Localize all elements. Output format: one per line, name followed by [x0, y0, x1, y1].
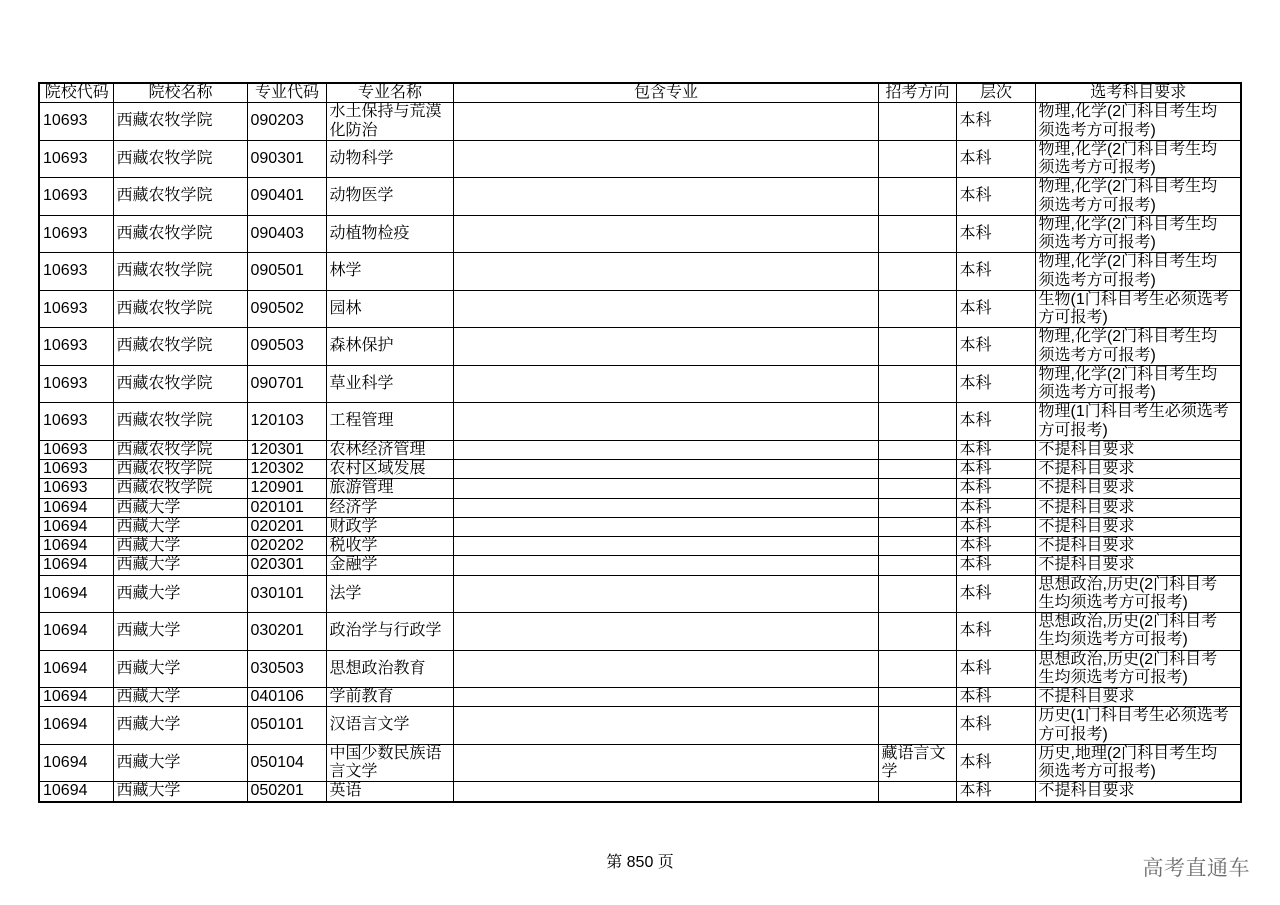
- cell-school-name: 西藏农牧学院: [113, 253, 247, 291]
- cell-major-name: 汉语言文学: [326, 707, 453, 745]
- cell-school-code: 10693: [39, 103, 113, 141]
- cell-major-code: 090701: [247, 365, 326, 403]
- cell-direction: [878, 498, 956, 517]
- cell-direction: [878, 782, 956, 802]
- watermark: 高考直通车: [1142, 857, 1250, 880]
- table-row: [39, 215, 1241, 253]
- table-row: [39, 517, 1241, 536]
- cell-included-majors: [453, 440, 878, 459]
- cell-major-code: 050101: [247, 707, 326, 745]
- cell-school-name: 西藏大学: [113, 782, 247, 802]
- cell-included-majors: [453, 537, 878, 556]
- cell-major-code: 120301: [247, 440, 326, 459]
- cell-direction: [878, 537, 956, 556]
- table-body: [39, 103, 1241, 802]
- cell-subject-requirement: 不提科目要求: [1035, 556, 1241, 575]
- cell-level: 本科: [956, 556, 1035, 575]
- cell-school-code: 10693: [39, 253, 113, 291]
- cell-direction: [878, 403, 956, 441]
- cell-school-name: 西藏大学: [113, 707, 247, 745]
- cell-school-name: 西藏大学: [113, 688, 247, 707]
- header-level: 层次: [956, 83, 1035, 103]
- cell-included-majors: [453, 517, 878, 536]
- cell-school-name: 西藏大学: [113, 517, 247, 536]
- cell-major-name: 税收学: [326, 537, 453, 556]
- cell-direction: [878, 460, 956, 479]
- cell-school-code: 10694: [39, 537, 113, 556]
- cell-direction: [878, 440, 956, 459]
- cell-major-code: 050104: [247, 744, 326, 782]
- table-row: [39, 440, 1241, 459]
- table-row: [39, 537, 1241, 556]
- cell-included-majors: [453, 613, 878, 651]
- cell-school-code: 10693: [39, 479, 113, 498]
- cell-included-majors: [453, 403, 878, 441]
- table-row: [39, 140, 1241, 178]
- cell-school-code: 10693: [39, 215, 113, 253]
- cell-included-majors: [453, 140, 878, 178]
- cell-included-majors: [453, 650, 878, 688]
- cell-major-code: 020301: [247, 556, 326, 575]
- cell-included-majors: [453, 460, 878, 479]
- cell-direction: [878, 650, 956, 688]
- cell-level: 本科: [956, 460, 1035, 479]
- cell-level: 本科: [956, 498, 1035, 517]
- cell-subject-requirement: 不提科目要求: [1035, 537, 1241, 556]
- cell-major-name: 农村区域发展: [326, 460, 453, 479]
- cell-school-code: 10693: [39, 290, 113, 328]
- cell-major-name: 英语: [326, 782, 453, 802]
- cell-direction: [878, 365, 956, 403]
- cell-school-name: 西藏大学: [113, 650, 247, 688]
- cell-direction: [878, 479, 956, 498]
- cell-level: 本科: [956, 744, 1035, 782]
- cell-major-name: 中国少数民族语言文学: [326, 744, 453, 782]
- cell-major-code: 090502: [247, 290, 326, 328]
- table-row: [39, 707, 1241, 745]
- cell-included-majors: [453, 556, 878, 575]
- table-row: [39, 365, 1241, 403]
- table-row: [39, 479, 1241, 498]
- cell-level: 本科: [956, 328, 1035, 366]
- cell-school-name: 西藏大学: [113, 537, 247, 556]
- table-header: [39, 83, 1241, 103]
- cell-school-code: 10694: [39, 688, 113, 707]
- cell-direction: [878, 328, 956, 366]
- page-number: 第 850 页: [606, 854, 674, 871]
- cell-direction: [878, 575, 956, 613]
- cell-level: 本科: [956, 613, 1035, 651]
- cell-level: 本科: [956, 215, 1035, 253]
- cell-level: 本科: [956, 103, 1035, 141]
- cell-direction: [878, 688, 956, 707]
- cell-included-majors: [453, 479, 878, 498]
- header-school-code: 院校代码: [39, 83, 113, 103]
- cell-school-code: 10693: [39, 178, 113, 216]
- cell-school-name: 西藏大学: [113, 613, 247, 651]
- cell-subject-requirement: 物理,化学(2门科目考生均须选考方可报考): [1035, 178, 1241, 216]
- cell-school-code: 10693: [39, 403, 113, 441]
- cell-school-code: 10694: [39, 575, 113, 613]
- cell-level: 本科: [956, 253, 1035, 291]
- cell-major-name: 农林经济管理: [326, 440, 453, 459]
- cell-major-code: 090301: [247, 140, 326, 178]
- cell-included-majors: [453, 782, 878, 802]
- cell-school-name: 西藏农牧学院: [113, 290, 247, 328]
- cell-school-name: 西藏农牧学院: [113, 178, 247, 216]
- cell-major-code: 020101: [247, 498, 326, 517]
- cell-subject-requirement: 思想政治,历史(2门科目考生均须选考方可报考): [1035, 613, 1241, 651]
- cell-school-code: 10693: [39, 460, 113, 479]
- cell-level: 本科: [956, 707, 1035, 745]
- cell-major-code: 020201: [247, 517, 326, 536]
- table-row: [39, 650, 1241, 688]
- cell-level: 本科: [956, 440, 1035, 459]
- cell-subject-requirement: 历史,地理(2门科目考生均须选考方可报考): [1035, 744, 1241, 782]
- cell-major-code: 090501: [247, 253, 326, 291]
- cell-school-name: 西藏农牧学院: [113, 479, 247, 498]
- cell-major-name: 动物医学: [326, 178, 453, 216]
- cell-school-name: 西藏大学: [113, 556, 247, 575]
- cell-level: 本科: [956, 403, 1035, 441]
- cell-school-code: 10693: [39, 440, 113, 459]
- cell-major-code: 120103: [247, 403, 326, 441]
- table-row: [39, 253, 1241, 291]
- cell-level: 本科: [956, 290, 1035, 328]
- cell-major-name: 金融学: [326, 556, 453, 575]
- cell-level: 本科: [956, 650, 1035, 688]
- cell-direction: [878, 215, 956, 253]
- cell-major-code: 020202: [247, 537, 326, 556]
- cell-direction: [878, 178, 956, 216]
- cell-school-code: 10693: [39, 140, 113, 178]
- cell-subject-requirement: 不提科目要求: [1035, 782, 1241, 802]
- cell-school-code: 10694: [39, 556, 113, 575]
- cell-major-code: 120901: [247, 479, 326, 498]
- cell-major-code: 090403: [247, 215, 326, 253]
- cell-subject-requirement: 思想政治,历史(2门科目考生均须选考方可报考): [1035, 575, 1241, 613]
- cell-direction: [878, 613, 956, 651]
- cell-level: 本科: [956, 575, 1035, 613]
- cell-school-name: 西藏农牧学院: [113, 460, 247, 479]
- cell-included-majors: [453, 498, 878, 517]
- table-row: [39, 290, 1241, 328]
- cell-subject-requirement: 不提科目要求: [1035, 688, 1241, 707]
- cell-major-code: 030201: [247, 613, 326, 651]
- header-major-code: 专业代码: [247, 83, 326, 103]
- cell-major-name: 工程管理: [326, 403, 453, 441]
- cell-level: 本科: [956, 782, 1035, 802]
- cell-direction: [878, 103, 956, 141]
- table-row: [39, 556, 1241, 575]
- cell-school-code: 10694: [39, 707, 113, 745]
- header-major-name: 专业名称: [326, 83, 453, 103]
- cell-major-code: 030101: [247, 575, 326, 613]
- cell-school-name: 西藏大学: [113, 498, 247, 517]
- table-row: [39, 498, 1241, 517]
- cell-school-code: 10694: [39, 650, 113, 688]
- cell-major-code: 090203: [247, 103, 326, 141]
- cell-major-name: 动物科学: [326, 140, 453, 178]
- cell-school-name: 西藏农牧学院: [113, 103, 247, 141]
- cell-included-majors: [453, 707, 878, 745]
- cell-major-name: 森林保护: [326, 328, 453, 366]
- cell-subject-requirement: 不提科目要求: [1035, 460, 1241, 479]
- cell-school-name: 西藏农牧学院: [113, 440, 247, 459]
- header-school-name: 院校名称: [113, 83, 247, 103]
- cell-major-name: 旅游管理: [326, 479, 453, 498]
- cell-major-code: 050201: [247, 782, 326, 802]
- cell-school-name: 西藏农牧学院: [113, 215, 247, 253]
- cell-school-name: 西藏大学: [113, 575, 247, 613]
- cell-major-name: 法学: [326, 575, 453, 613]
- cell-subject-requirement: 物理,化学(2门科目考生均须选考方可报考): [1035, 253, 1241, 291]
- cell-level: 本科: [956, 517, 1035, 536]
- cell-school-code: 10693: [39, 328, 113, 366]
- table-row: [39, 328, 1241, 366]
- cell-subject-requirement: 不提科目要求: [1035, 498, 1241, 517]
- cell-school-name: 西藏农牧学院: [113, 328, 247, 366]
- cell-subject-requirement: 物理,化学(2门科目考生均须选考方可报考): [1035, 215, 1241, 253]
- cell-included-majors: [453, 688, 878, 707]
- cell-school-name: 西藏农牧学院: [113, 403, 247, 441]
- cell-direction: [878, 253, 956, 291]
- cell-included-majors: [453, 290, 878, 328]
- header-direction: 招考方向: [878, 83, 956, 103]
- cell-subject-requirement: 物理,化学(2门科目考生均须选考方可报考): [1035, 365, 1241, 403]
- cell-level: 本科: [956, 479, 1035, 498]
- table-row: [39, 103, 1241, 141]
- cell-included-majors: [453, 744, 878, 782]
- cell-included-majors: [453, 253, 878, 291]
- cell-subject-requirement: 物理,化学(2门科目考生均须选考方可报考): [1035, 140, 1241, 178]
- cell-major-name: 草业科学: [326, 365, 453, 403]
- table-row: [39, 575, 1241, 613]
- cell-school-name: 西藏农牧学院: [113, 365, 247, 403]
- cell-direction: 藏语言文学: [878, 744, 956, 782]
- cell-subject-requirement: 不提科目要求: [1035, 517, 1241, 536]
- cell-major-name: 财政学: [326, 517, 453, 536]
- cell-level: 本科: [956, 537, 1035, 556]
- cell-included-majors: [453, 365, 878, 403]
- table-row: [39, 178, 1241, 216]
- cell-included-majors: [453, 328, 878, 366]
- cell-subject-requirement: 生物(1门科目考生必须选考方可报考): [1035, 290, 1241, 328]
- table-row: [39, 613, 1241, 651]
- cell-direction: [878, 707, 956, 745]
- cell-major-name: 思想政治教育: [326, 650, 453, 688]
- table-row: [39, 688, 1241, 707]
- cell-level: 本科: [956, 365, 1035, 403]
- cell-school-code: 10694: [39, 517, 113, 536]
- table-row: [39, 403, 1241, 441]
- cell-major-code: 090503: [247, 328, 326, 366]
- cell-school-code: 10694: [39, 744, 113, 782]
- cell-major-code: 030503: [247, 650, 326, 688]
- cell-school-code: 10694: [39, 498, 113, 517]
- cell-subject-requirement: 不提科目要求: [1035, 440, 1241, 459]
- table-row: [39, 782, 1241, 802]
- cell-included-majors: [453, 103, 878, 141]
- cell-subject-requirement: 历史(1门科目考生必须选考方可报考): [1035, 707, 1241, 745]
- table-row: [39, 744, 1241, 782]
- cell-direction: [878, 290, 956, 328]
- cell-subject-requirement: 物理,化学(2门科目考生均须选考方可报考): [1035, 328, 1241, 366]
- cell-major-name: 经济学: [326, 498, 453, 517]
- cell-school-code: 10694: [39, 782, 113, 802]
- cell-major-code: 120302: [247, 460, 326, 479]
- cell-major-name: 学前教育: [326, 688, 453, 707]
- cell-included-majors: [453, 178, 878, 216]
- cell-major-code: 090401: [247, 178, 326, 216]
- cell-direction: [878, 517, 956, 536]
- cell-level: 本科: [956, 688, 1035, 707]
- cell-included-majors: [453, 215, 878, 253]
- header-subject-requirement: 选考科目要求: [1035, 83, 1241, 103]
- cell-major-name: 林学: [326, 253, 453, 291]
- cell-subject-requirement: 物理,化学(2门科目考生均须选考方可报考): [1035, 103, 1241, 141]
- header-included-majors: 包含专业: [453, 83, 878, 103]
- cell-direction: [878, 556, 956, 575]
- table-row: [39, 460, 1241, 479]
- header-row: [39, 83, 1241, 103]
- cell-subject-requirement: 物理(1门科目考生必须选考方可报考): [1035, 403, 1241, 441]
- admission-requirements-table: [38, 82, 1242, 803]
- cell-major-name: 政治学与行政学: [326, 613, 453, 651]
- cell-school-code: 10694: [39, 613, 113, 651]
- cell-school-code: 10693: [39, 365, 113, 403]
- cell-major-code: 040106: [247, 688, 326, 707]
- cell-school-name: 西藏农牧学院: [113, 140, 247, 178]
- cell-major-name: 水土保持与荒漠化防治: [326, 103, 453, 141]
- cell-subject-requirement: 不提科目要求: [1035, 479, 1241, 498]
- cell-subject-requirement: 思想政治,历史(2门科目考生均须选考方可报考): [1035, 650, 1241, 688]
- cell-direction: [878, 140, 956, 178]
- cell-level: 本科: [956, 178, 1035, 216]
- cell-included-majors: [453, 575, 878, 613]
- cell-major-name: 园林: [326, 290, 453, 328]
- cell-major-name: 动植物检疫: [326, 215, 453, 253]
- cell-school-name: 西藏大学: [113, 744, 247, 782]
- cell-level: 本科: [956, 140, 1035, 178]
